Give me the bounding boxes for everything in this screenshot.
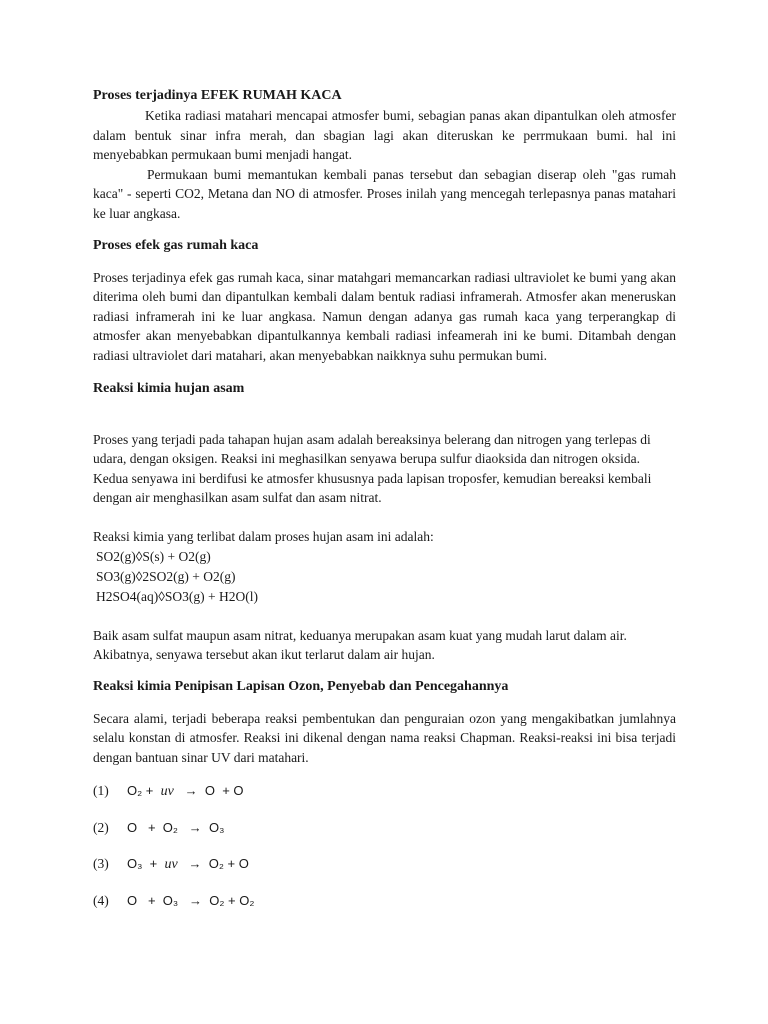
paragraph: Baik asam sulfat maupun asam nitrat, keduanya merupakan asam kuat yang mudah larut dalam air. Akibatnya, senyawa tersebut akan ikut terlarut dalam air hujan. — [93, 627, 627, 663]
reaction-number: (3) — [93, 856, 109, 872]
paragraph: Reaksi kimia yang terlibat dalam proses hujan asam ini adalah: — [93, 528, 434, 544]
equation-line: SO2(g)◊S(s) + O2(g) — [96, 548, 211, 564]
document-page — [93, 86, 676, 911]
reaction-number: (2) — [93, 820, 109, 836]
paragraph: Secara alami, terjadi beberapa reaksi pembentukan dan penguraian ozon yang mengakibatkan jumlahnya selalu konstan di atmosfer. Reaksi ini dikenal dengan nama reaksi Chapman. Reaksi-reaksi ini bisa terjadi dengan bantuan sinar UV dari matahari. — [93, 710, 676, 765]
reaction-equation: O₂ + uv → O + O — [127, 783, 244, 800]
ozone-reaction-list — [93, 781, 676, 911]
paragraph: Ketika radiasi matahari mencapai atmosfer bumi, sebagian panas akan dipantulkan oleh atmosfer dalam bentuk sinar infra merah, dan sbagian lagi akan diteruskan ke perrmukaan bumi. hal ini menyebabkan permukaan bumi menjadi hangat. — [93, 108, 676, 163]
reaction-number: (4) — [93, 893, 109, 909]
reaction-equation: O₃ + uv → O₂ + O — [127, 856, 249, 873]
reaction-row — [93, 854, 676, 875]
section-title-hujan-asam: Reaksi kimia hujan asam — [93, 380, 245, 396]
equation-line: SO3(g)◊2SO2(g) + O2(g) — [96, 568, 236, 584]
section-title-efek-rumah-kaca: Proses terjadinya EFEK RUMAH KACA — [93, 88, 342, 103]
paragraph: Proses yang terjadi pada tahapan hujan asam adalah bereaksinya belerang dan nitrogen yang terlepas di udara, dengan oksigen. Reaksi ini meghasilkan senyawa berupa sulfur diaoksida dan nitrogen oksida. Kedua senyawa ini berdifusi ke atmosfer khususnya pada lapisan troposfer, kemudian bereaksi kembali dengan air menghasilkan asam sulfat dan asam nitrat. — [93, 431, 652, 506]
section-title-proses-efek-gas: Proses efek gas rumah kaca — [93, 237, 259, 253]
reaction-row — [93, 891, 676, 911]
reaction-equation: O + O₃ → O₂ + O₂ — [127, 893, 255, 909]
section-title-penipisan-ozon: Reaksi kimia Penipisan Lapisan Ozon, Penyebab dan Pencegahannya — [93, 678, 509, 694]
reaction-row — [93, 781, 676, 802]
reaction-row — [93, 818, 676, 838]
equation-line: H2SO4(aq)◊SO3(g) + H2O(l) — [96, 588, 259, 604]
paragraph: Permukaan bumi memantukan kembali panas tersebut dan sebagian diserap oleh "gas rumah kaca" - seperti CO2, Metana dan NO di atmosfer. Proses inilah yang mencegah terlepasnya panas matahari ke luar angkasa. — [93, 166, 676, 221]
reaction-number: (1) — [93, 783, 109, 799]
paragraph: Proses terjadinya efek gas rumah kaca, sinar matahgari memancarkan radiasi ultraviolet ke bumi yang akan diterima oleh bumi dan dipantulkan kembali dalam bentuk radiasi inframerah. Atmosfer akan meneruskan radiasi inframerah ini ke luar angkasa. Namun dengan adanya gas rumah kaca yang terperangkap di atmosfer akan menyebabkan dipantulkannya kembali radiasi infeamerah ini ke bumi. Ditambah dengan radiasi ultraviolet dari matahari, akan menyebabkan naikknya suhu permukan bumi. — [93, 269, 676, 363]
reaction-equation: O + O₂ → O₃ — [127, 820, 225, 836]
